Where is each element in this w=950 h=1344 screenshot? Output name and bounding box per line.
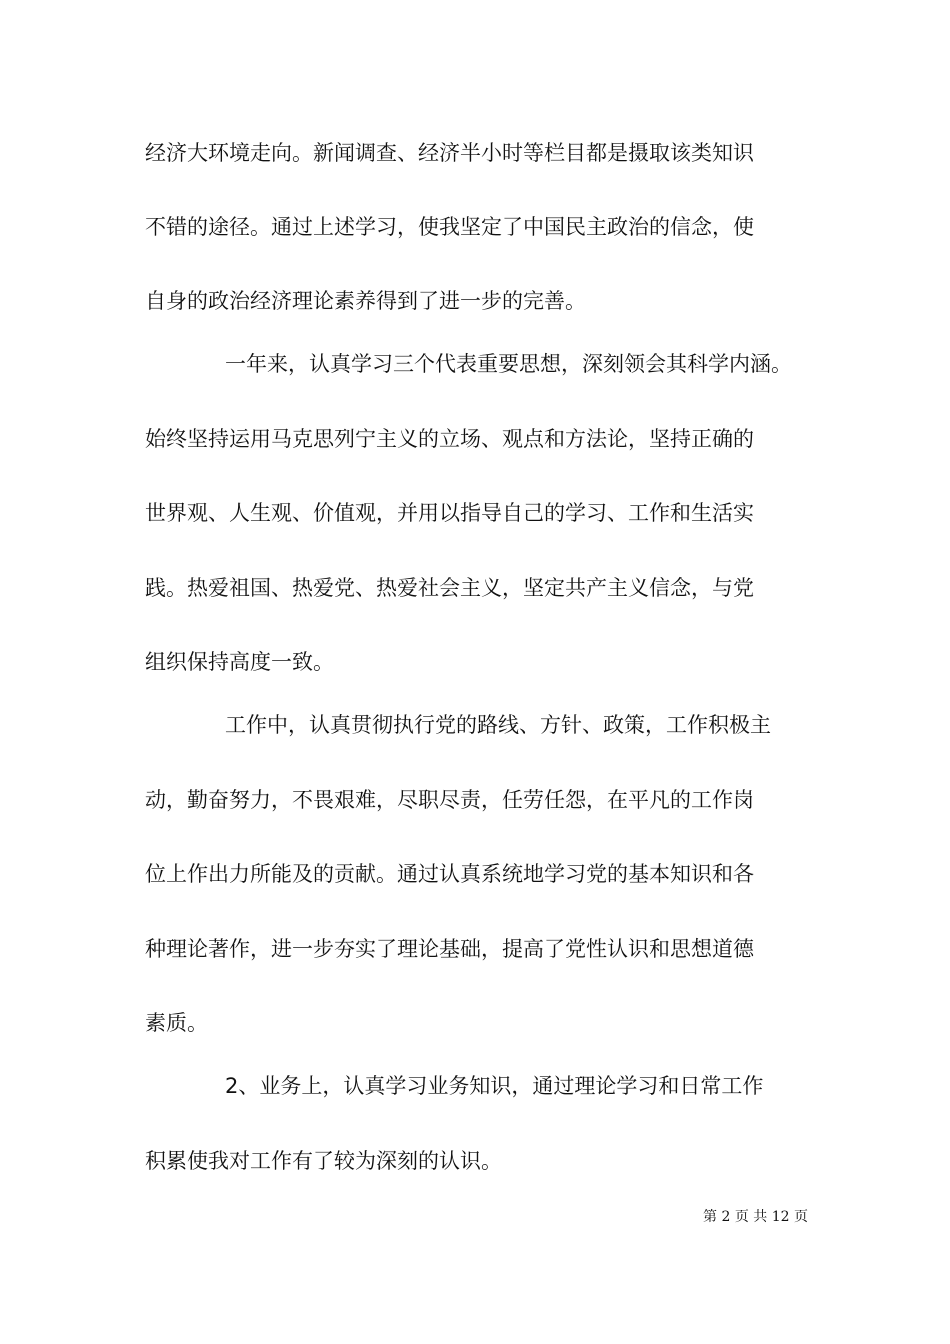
text-line: 不错的途径。通过上述学习，使我坚定了中国民主政治的信念，使 (145, 215, 754, 239)
paragraph-first-line: 工作中，认真贯彻执行党的路线、方针、政策，工作积极主 (225, 713, 771, 737)
text-line: 践。热爱祖国、热爱党、热爱社会主义，坚定共产主义信念，与党 (145, 576, 754, 600)
text-line: 素质。 (145, 1011, 208, 1035)
text-line: 经济大环境走向。新闻调查、经济半小时等栏目都是摄取该类知识 (145, 141, 754, 165)
text-line: 世界观、人生观、价值观，并用以指导自己的学习、工作和生活实 (145, 501, 754, 525)
page-number-footer: 第 2 页 共 12 页 (703, 1209, 808, 1225)
text-line: 动，勤奋努力，不畏艰难，尽职尽责，任劳任怨，在平凡的工作岗 (145, 788, 754, 812)
paragraph-first-line: 2、业务上，认真学习业务知识，通过理论学习和日常工作 (225, 1074, 764, 1098)
text-line: 自身的政治经济理论素养得到了进一步的完善。 (145, 289, 586, 313)
text-line: 组织保持高度一致。 (145, 650, 334, 674)
text-line: 种理论著作，进一步夯实了理论基础，提高了党性认识和思想道德 (145, 937, 754, 961)
paragraph-first-line: 一年来，认真学习三个代表重要思想，深刻领会其科学内涵。 (225, 352, 792, 376)
text-line: 位上作出力所能及的贡献。通过认真系统地学习党的基本知识和各 (145, 862, 754, 886)
text-line: 积累使我对工作有了较为深刻的认识。 (145, 1149, 502, 1173)
text-line: 始终坚持运用马克思列宁主义的立场、观点和方法论，坚持正确的 (145, 427, 754, 451)
